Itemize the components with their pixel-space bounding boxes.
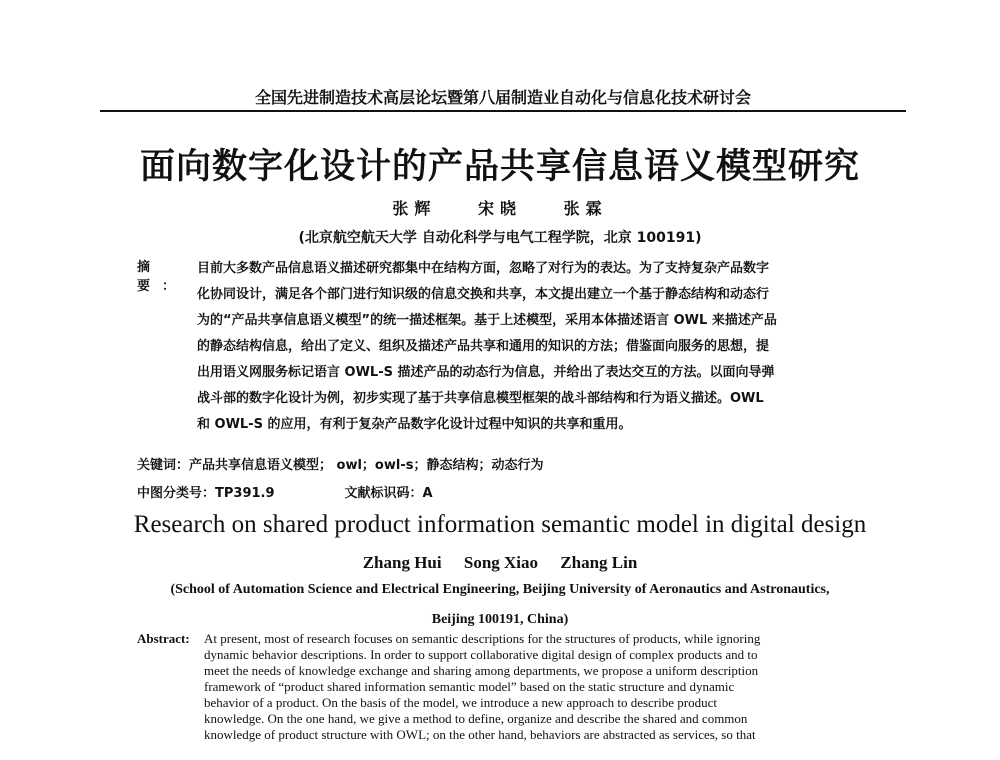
abstract-en-label: Abstract: <box>137 631 190 646</box>
affiliation-en-line: (School of Automation Science and Electrical Engineering, Beijing University of Aeronautics and Astronautics, <box>170 582 830 597</box>
affiliation-en-line: Beijing 100191, China) <box>431 612 569 627</box>
abstract-cn-label: 摘要： <box>137 260 188 294</box>
classification-line <box>137 484 433 504</box>
abstract-en <box>137 631 872 743</box>
affiliation-cn: (北京航空航天大学 自动化科学与电气工程学院，北京 100191) <box>298 230 702 246</box>
abstract-cn-line: 目前大多数产品信息语义描述研究都集中在结构方面，忽略了对行为的表达。为了支持复杂产品数字 <box>197 261 770 276</box>
abstract-en-line: knowledge. On the one hand, we give a method to define, organize and describe the shared and common <box>204 711 748 726</box>
abstract-en-line: dynamic behavior descriptions. In order to support collaborative digital design of complex products and to <box>204 647 758 662</box>
author-cn: 宋晓 <box>477 199 522 218</box>
abstract-cn-line: 和 OWL-S 的应用，有利于复杂产品数字化设计过程中知识的共享和重用。 <box>197 417 632 432</box>
abstract-en-line: meet the needs of knowledge exchange and sharing among departments, we propose a uniform description <box>204 663 759 678</box>
author-en: Zhang Lin <box>560 553 638 572</box>
abstract-cn-line: 为的“产品共享信息语义模型”的统一描述框架。基于上述模型，采用本体描述语言 OWL 来描述产品 <box>197 313 777 328</box>
author-en: Zhang Hui <box>362 553 442 572</box>
header-rule <box>100 110 906 112</box>
abstract-en-line: At present, most of research focuses on semantic descriptions for the structures of products, while ignoring <box>204 631 761 646</box>
abstract-en-line: knowledge of product structure with OWL; on the other hand, behaviors are abstracted as services, so that <box>204 727 756 742</box>
abstract-cn-line: 出用语义网服务标记语言 OWL-S 描述产品的动态行为信息，并给出了表达交互的方法。以面向导弹 <box>197 365 775 380</box>
page-title-en: Research on shared product information semantic model in digital design <box>133 511 867 538</box>
abstract-en-body <box>204 631 872 743</box>
conference-header: 全国先进制造技术高层论坛暨第八届制造业自动化与信息化技术研讨会 <box>254 88 751 107</box>
author-cn: 张辉 <box>392 199 437 218</box>
abstract-en-line: framework of “product shared information semantic model” based on the static structure and dynamic <box>204 679 735 694</box>
keywords-cn: 关键词：产品共享信息语义模型； owl；owl-s；静态结构；动态行为 <box>137 458 544 473</box>
abstract-cn <box>137 256 872 438</box>
abstract-cn-line: 化协同设计，满足各个部门进行知识级的信息交换和共享，本文提出建立一个基于静态结构和动态行 <box>197 287 770 302</box>
author-cn: 张霖 <box>563 199 608 218</box>
abstract-en-line: behavior of a product. On the basis of the model, we introduce a new approach to describe product <box>204 695 717 710</box>
authors-en <box>0 552 1000 574</box>
authors-cn <box>0 198 1000 220</box>
document-code: 文献标识码：A <box>344 486 433 501</box>
clc-number: 中图分类号：TP391.9 <box>137 486 275 501</box>
abstract-cn-line: 的静态结构信息，给出了定义、组织及描述产品共享和通用的知识的方法；借鉴面向服务的思想，提 <box>197 339 770 354</box>
abstract-cn-body <box>197 256 872 438</box>
abstract-cn-line: 战斗部的数字化设计为例，初步实现了基于共享信息模型框架的战斗部结构和行为语义描述。OWL <box>197 391 764 406</box>
author-en: Song Xiao <box>463 553 539 572</box>
page-title-cn: 面向数字化设计的产品共享信息语义模型研究 <box>139 147 860 187</box>
